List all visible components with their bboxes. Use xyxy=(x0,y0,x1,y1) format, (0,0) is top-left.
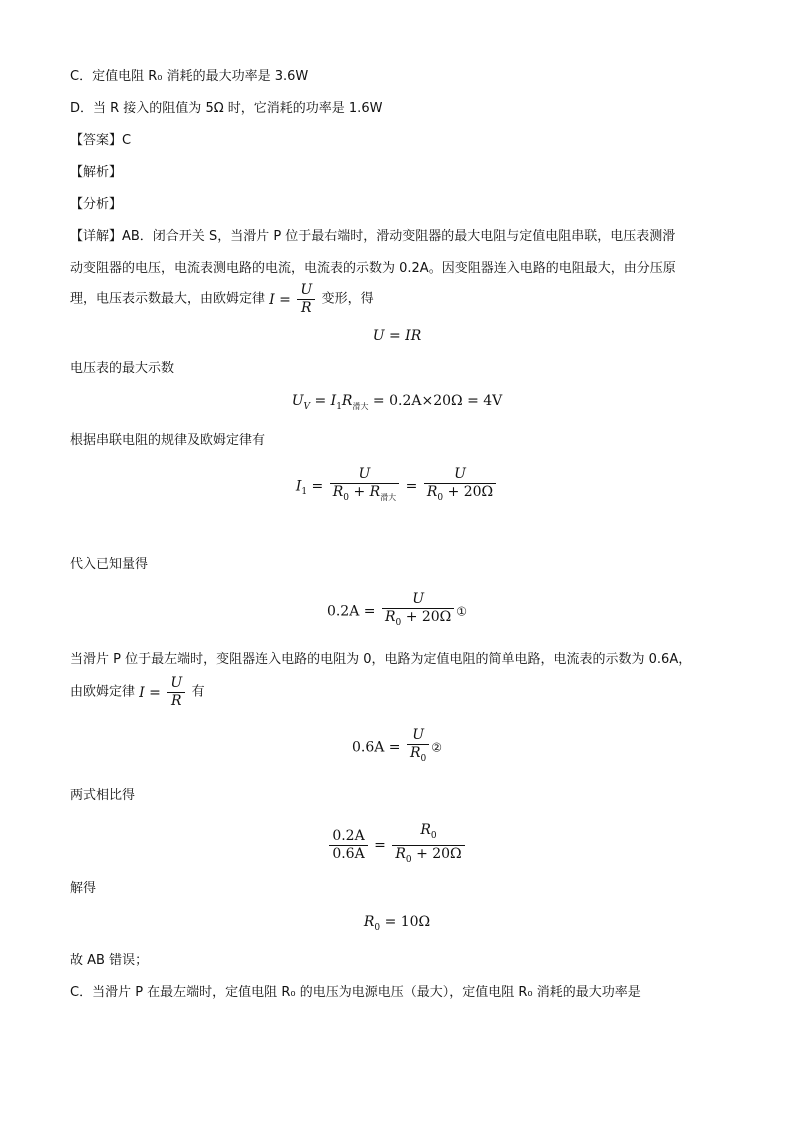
equation-1: 0.2A = $\frac{U}{R_0 + 20\Omega}$ ① xyxy=(0,591,794,632)
ratio-frac-right: $\frac{R_0}{R_0 + 20\Omega}$ xyxy=(392,822,464,869)
sub-huada-1: 滑大 xyxy=(352,401,369,411)
eq1-frac: $\frac{U}{R_0 + 20\Omega}$ xyxy=(382,591,454,632)
ohm-law-inline: I = $\frac{U}{R}$ xyxy=(269,292,321,308)
eq2-lhs: 0.6A xyxy=(351,739,385,756)
uv-symbol: U xyxy=(291,393,304,409)
fenxi-heading xyxy=(70,196,122,214)
ohm-numerator: U xyxy=(297,282,315,300)
ratio-label xyxy=(70,787,135,805)
fenxi-heading-text: 【分析】 xyxy=(70,197,123,212)
twenty-ohm-1: + 20Ω xyxy=(447,484,494,500)
i1-symbol: I xyxy=(295,478,302,495)
c-line-text: C．当滑片 P 在最左端时，定值电阻 R₀ 的电压为电源电压（最大），定值电阻 R₀ 消耗的最大功率是 xyxy=(70,985,641,1000)
equation-ratio: $\frac{0.2A}{0.6A}$ = $\frac{R_0}{R_0 + 20\Omega}$ xyxy=(0,822,794,869)
i1-frac-b: $\frac{U}{R_0 + 20\Omega}$ xyxy=(424,466,496,507)
detail-line-1-text: 【详解】AB．闭合开关 S，当滑片 P 位于最右端时，滑动变阻器的最大电阻与定值电阻串联，电压表测滑 xyxy=(70,229,676,244)
equation-uv: $U_V = I_1R_{滑大} = 0.2A\times 20\Omega = 4V$ xyxy=(291,393,503,412)
ab-wrong-text: 故 AB 错误； xyxy=(70,953,149,968)
detail-line-3-post: 变形，得 xyxy=(321,291,374,307)
equation-2: 0.6A = $\frac{U}{R_0}$ ② xyxy=(0,727,794,768)
solve-text: 解得 xyxy=(70,881,97,896)
detail-line-2 xyxy=(70,260,676,278)
twenty-ohm-2: + 20Ω xyxy=(405,609,452,625)
ab-wrong xyxy=(70,952,148,970)
twenty-ohm-3: + 20Ω xyxy=(416,845,462,862)
equation-i1: $I_1$ = $\frac{U}{R_0 + R_{滑大}}$ = $\frac{U}{R_0 + 20\Omega}$ xyxy=(0,466,794,507)
ohm-denominator: R xyxy=(300,300,312,316)
ratio-num: 0.2A xyxy=(329,828,367,846)
uv-rhs: 0.2A×20Ω = 4V xyxy=(389,393,503,409)
equation-u-ir xyxy=(0,328,794,344)
substitute-label xyxy=(70,556,148,574)
ohm-I: I xyxy=(269,291,275,308)
r0-result: = 10Ω xyxy=(384,914,431,930)
solve-label xyxy=(70,880,96,898)
ratio-text: 两式相比得 xyxy=(70,788,136,803)
analysis-heading xyxy=(70,164,122,182)
eq2-frac: $\frac{U}{R_0}$ xyxy=(407,727,429,768)
left-end-line-2-post: 有 xyxy=(191,684,205,700)
left-end-line-2-pre: 由欧姆定律 xyxy=(70,684,136,700)
detail-line-3-pre: 理，电压表示数最大，由欧姆定律 xyxy=(70,291,266,307)
max-reading-label xyxy=(70,360,174,378)
circled-2: ② xyxy=(431,740,443,755)
option-c-text: C．定值电阻 R₀ 消耗的最大功率是 3.6W xyxy=(70,69,309,84)
option-d-text: D．当 R 接入的阻值为 5Ω 时，它消耗的功率是 1.6W xyxy=(70,101,383,116)
ratio-frac-left xyxy=(329,828,367,863)
option-c xyxy=(70,68,308,86)
analysis-heading-text: 【解析】 xyxy=(70,165,123,180)
max-reading-text: 电压表的最大示数 xyxy=(70,361,175,376)
ohm-law-inline-2: I = $\frac{U}{R}$ xyxy=(139,685,191,701)
substitute-text: 代入已知量得 xyxy=(70,557,149,572)
answer-text: 【答案】C xyxy=(70,133,132,148)
equation-u-ir-text: U = IR xyxy=(372,328,422,344)
series-rule-label xyxy=(70,432,265,450)
left-end-line-2 xyxy=(70,675,205,710)
answer-line xyxy=(70,132,131,150)
c-line xyxy=(70,984,641,1002)
detail-line-3 xyxy=(70,282,374,317)
sub-huada-2: 滑大 xyxy=(380,492,397,502)
detail-line-2-text: 动变阻器的电压，电流表测电路的电流，电流表的示数为 0.2A。因变阻器连入电路的电阻最大，由分压原 xyxy=(70,261,676,276)
detail-line-1 xyxy=(70,228,675,246)
option-d xyxy=(70,100,382,118)
ohm-fraction-2: $\frac{U}{R}$ xyxy=(167,675,185,710)
circled-1: ① xyxy=(456,604,468,619)
i1-frac-a: $\frac{U}{R_0 + R_{滑大}}$ xyxy=(330,466,399,507)
ratio-den: 0.6A xyxy=(332,845,365,862)
left-end-line-1 xyxy=(70,651,691,669)
eq1-lhs: 0.2A xyxy=(326,603,360,620)
series-rule-text: 根据串联电阻的规律及欧姆定律有 xyxy=(70,433,266,448)
equation-r0: $R_0 = 10\Omega$ xyxy=(363,914,431,933)
ohm-fraction xyxy=(297,282,315,317)
left-end-line-1-text: 当滑片 P 位于最左端时，变阻器连入电路的电阻为 0，电路为定值电阻的简单电路，电流表的示数为 0.6A， xyxy=(70,652,692,667)
